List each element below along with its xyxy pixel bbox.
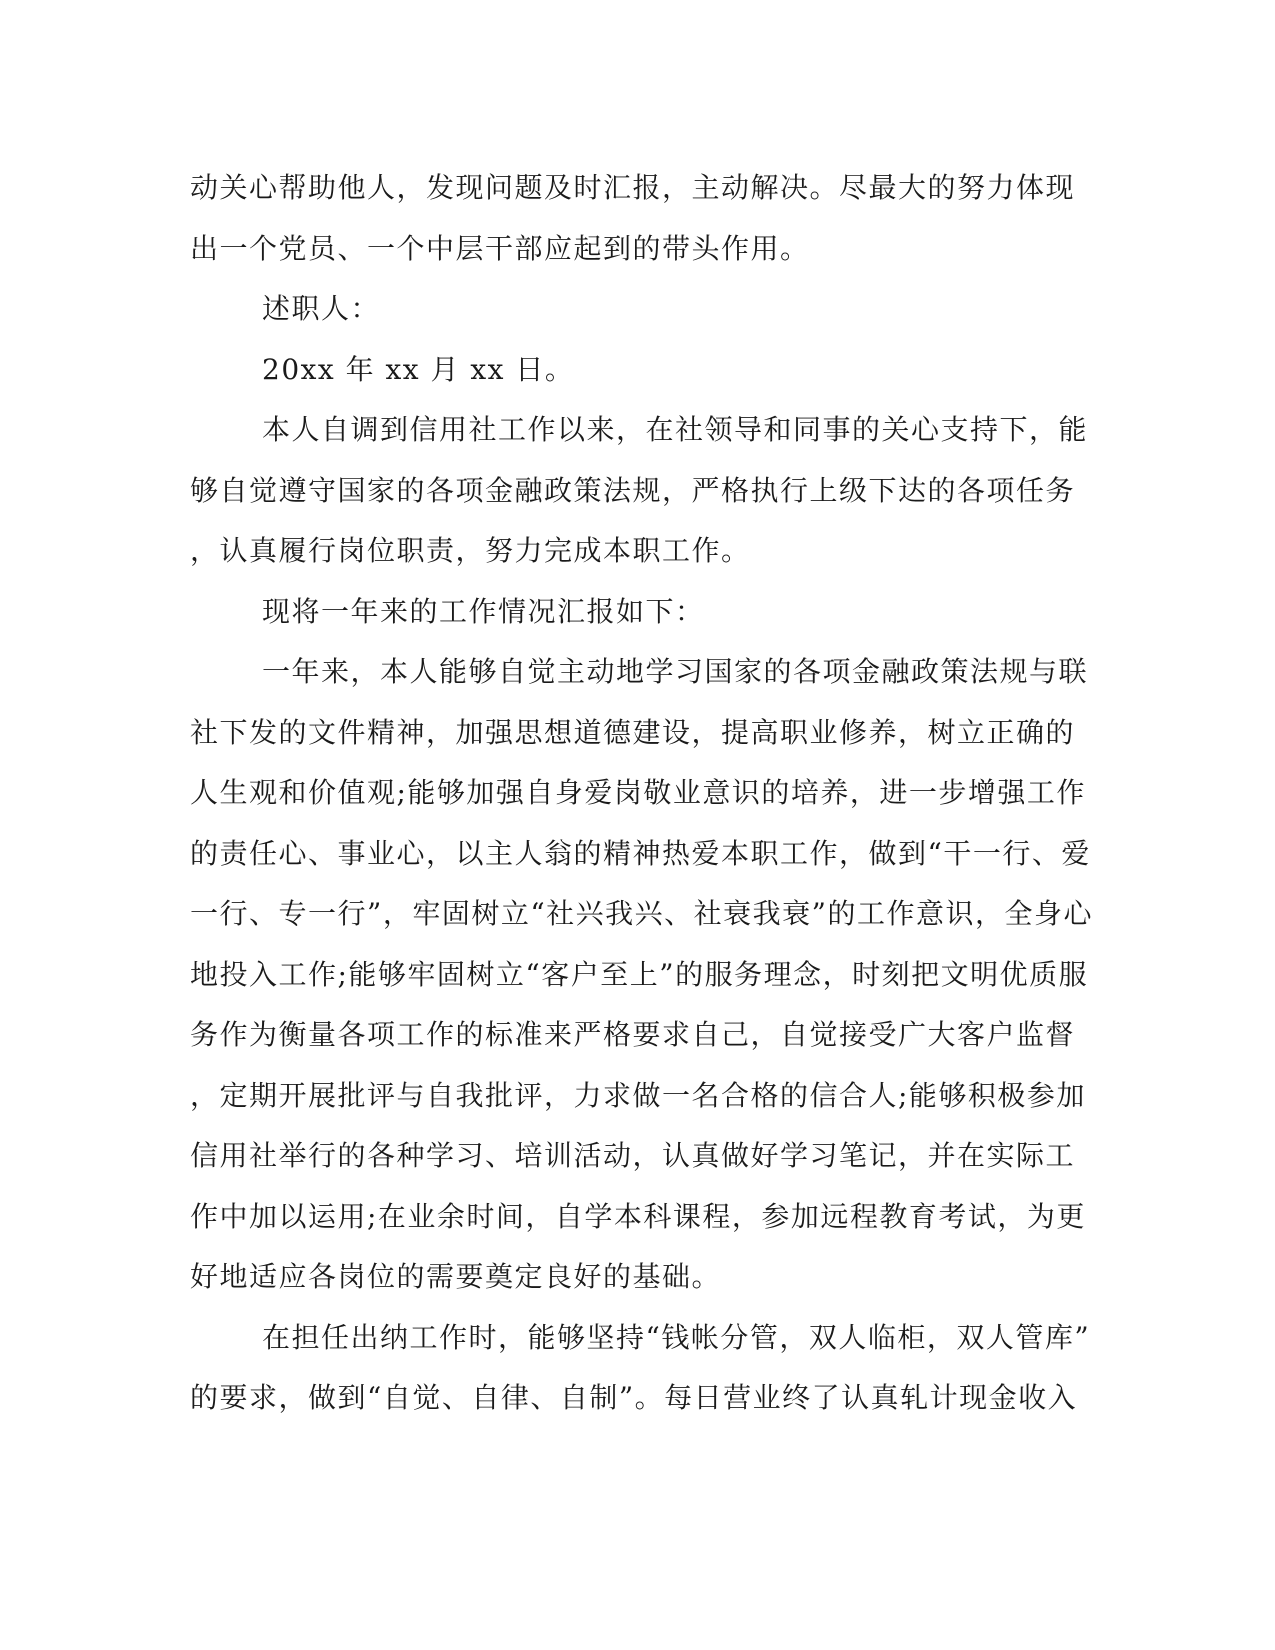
signatory-label: 述职人： bbox=[262, 292, 381, 325]
document-body bbox=[190, 158, 1093, 1429]
text-line: 在担任出纳工作时，能够坚持“钱帐分管，双人临柜，双人管库” bbox=[262, 1320, 1091, 1354]
date-line: 20xx 年 xx 月 xx 日。 bbox=[262, 352, 575, 386]
text-line: 作中加以运用;在业余时间，自学本科课程，参加远程教育考试，为更 bbox=[190, 1199, 1086, 1233]
text-line: ，认真履行岗位职责，努力完成本职工作。 bbox=[190, 534, 751, 567]
text-line: 的要求，做到“自觉、自律、自制”。每日营业终了认真轧计现金收入 bbox=[190, 1381, 1078, 1414]
text-line: 地投入工作;能够牢固树立“客户至上”的服务理念，时刻把文明优质服 bbox=[190, 957, 1089, 991]
text-line: 人生观和价值观;能够加强自身爱岗敬业意识的培养，进一步增强工作 bbox=[190, 776, 1086, 809]
text-line: 信用社举行的各种学习、培训活动，认真做好学习笔记，并在实际工 bbox=[190, 1139, 1076, 1172]
text-line: 出一个党员、一个中层干部应起到的带头作用。 bbox=[190, 231, 810, 265]
text-line: 的责任心、事业心，以主人翁的精神热爱本职工作，做到“干一行、爱 bbox=[190, 836, 1091, 870]
text-line: 本人自调到信用社工作以来，在社领导和同事的关心支持下，能 bbox=[262, 413, 1089, 446]
text-line: 一年来，本人能够自觉主动地学习国家的各项金融政策法规与联 bbox=[262, 655, 1089, 688]
text-line: 够自觉遵守国家的各项金融政策法规，严格执行上级下达的各项任务 bbox=[190, 473, 1076, 507]
text-line: ，定期开展批评与自我批评，力求做一名合格的信合人;能够积极参加 bbox=[190, 1078, 1086, 1112]
text-line: 现将一年来的工作情况汇报如下： bbox=[262, 594, 705, 628]
text-line: 一行、专一行”，牢固树立“社兴我兴、社衰我衰”的工作意识，全身心 bbox=[190, 897, 1093, 930]
text-line: 动关心帮助他人，发现问题及时汇报，主动解决。尽最大的努力体现 bbox=[190, 171, 1076, 204]
text-line: 务作为衡量各项工作的标准来严格要求自己，自觉接受广大客户监督 bbox=[190, 1018, 1076, 1051]
text-line: 好地适应各岗位的需要奠定良好的基础。 bbox=[190, 1260, 722, 1293]
text-line: 社下发的文件精神，加强思想道德建设，提高职业修养，树立正确的 bbox=[190, 715, 1076, 749]
